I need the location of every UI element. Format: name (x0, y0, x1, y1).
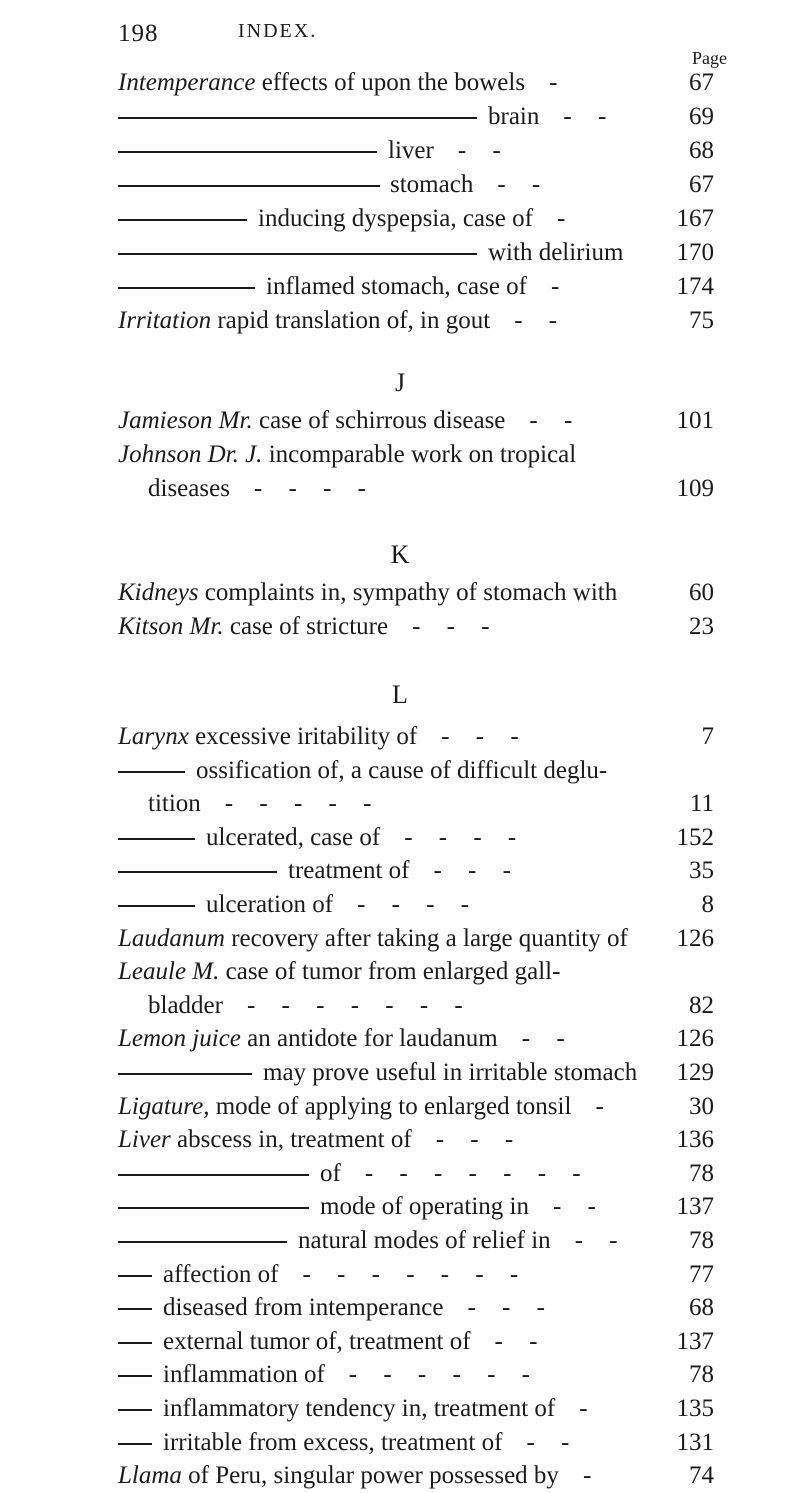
section-letter-l: L (392, 680, 408, 709)
entry-text: an antidote for laudanum (240, 1025, 498, 1053)
index-entry (118, 1190, 714, 1224)
dot-leaders: - - (497, 171, 551, 198)
page-ref: 78 (689, 1361, 714, 1389)
entry-text: case of tumor from enlarged gall- (219, 958, 561, 986)
ditto-rule (118, 771, 185, 773)
page-title: INDEX. (238, 20, 318, 42)
dot-leaders: - - (526, 1428, 580, 1456)
ditto-rule (118, 1174, 309, 1176)
dot-leaders: - (556, 205, 576, 232)
ditto-rule (118, 1409, 152, 1411)
dot-leaders: - - - - - - (348, 1361, 540, 1389)
index-term: Laudanum (118, 924, 225, 952)
index-entry (118, 1157, 714, 1191)
dot-leaders: - - - (467, 1294, 555, 1322)
page-ref: 136 (676, 1126, 714, 1154)
page-ref: 11 (689, 790, 714, 818)
index-entry (118, 236, 714, 270)
page-ref: 74 (689, 1462, 714, 1490)
dot-leaders: - - (552, 1193, 606, 1221)
section-letter-k: K (390, 540, 410, 569)
dot-leaders: - - - - - (224, 790, 382, 818)
entry-text: treatment of (288, 857, 410, 885)
page-ref: 68 (689, 137, 714, 164)
page-ref: 109 (676, 475, 714, 502)
dot-leaders: - - - (441, 723, 529, 750)
page-ref: 101 (676, 407, 714, 434)
dot-leaders: - - - - - - - (302, 1260, 529, 1288)
entry-text: case of schirrous disease (252, 407, 506, 434)
entry-text: ulceration of (206, 891, 334, 918)
page-ref: 7 (701, 723, 714, 750)
page-ref: 137 (676, 1327, 714, 1355)
page-ref: 69 (689, 103, 714, 130)
dot-leaders: - - (563, 103, 617, 130)
index-entry (118, 1090, 714, 1124)
dot-leaders: - - - (412, 613, 500, 640)
page-ref: 8 (701, 891, 714, 918)
dot-leaders: - - (529, 407, 583, 434)
dot-leaders: - (595, 1092, 614, 1120)
index-entry (118, 1426, 714, 1460)
index-entry (118, 100, 714, 134)
ditto-rule (118, 905, 195, 907)
entry-text: rapid translation of, in gout (211, 307, 491, 334)
ditto-rule (118, 838, 195, 840)
dot-leaders: - - - (435, 1126, 524, 1154)
ditto-rule (118, 253, 477, 255)
entry-text: inducing dyspepsia, case of (258, 205, 533, 232)
page-ref: 23 (689, 613, 714, 640)
dot-leaders: - - - - - - - (246, 991, 473, 1019)
index-entry (118, 989, 714, 1023)
entry-text: incomparable work on tropical (262, 441, 577, 468)
entry-text: tition (148, 790, 201, 818)
page-ref: 68 (689, 1294, 714, 1322)
entry-text: liver (388, 137, 434, 164)
page-ref: 167 (676, 205, 714, 232)
ditto-rule (118, 1342, 152, 1344)
entry-text: mode of operating in (320, 1193, 529, 1221)
index-term: Larynx (118, 723, 189, 750)
entry-text: abscess in, treatment of (170, 1126, 412, 1154)
index-term: Liver (118, 1126, 171, 1154)
dot-leaders: - - - - (357, 891, 480, 918)
entry-text: of Peru, singular power possessed by (181, 1462, 559, 1490)
dot-leaders: - - (574, 1227, 628, 1254)
index-entry (118, 1325, 714, 1359)
page-column-heading: Page (692, 48, 727, 68)
ditto-rule (118, 151, 377, 153)
page-ref: 78 (689, 1227, 714, 1254)
index-term: Leaule M. (118, 958, 220, 986)
entry-text: bladder (148, 991, 223, 1019)
entry-text: ulcerated, case of (206, 823, 381, 851)
index-entry (118, 1459, 714, 1493)
entry-text: effects of upon the bowels (255, 69, 526, 96)
ditto-rule (118, 1073, 252, 1075)
index-entry (118, 576, 714, 610)
entry-text: stomach (390, 171, 474, 198)
page-ref: 170 (676, 239, 714, 266)
index-entry (118, 472, 714, 506)
entry-text: mode of applying to enlarged tonsil (209, 1092, 572, 1120)
index-entry (118, 821, 714, 855)
index-entry (118, 202, 714, 236)
index-entry (118, 1056, 714, 1090)
index-entry (118, 134, 714, 168)
entry-text: inflamed stomach, case of (266, 273, 528, 300)
dot-leaders: - - - - (404, 823, 527, 851)
index-entry (118, 1291, 714, 1325)
page-ref: 30 (689, 1092, 714, 1120)
page-ref: 35 (689, 857, 714, 885)
entry-text: brain (488, 103, 540, 130)
dot-leaders: - - (494, 1327, 548, 1355)
index-entry (118, 787, 714, 821)
page-ref: 77 (689, 1260, 714, 1288)
index-entry (118, 888, 714, 922)
entry-text: case of stricture (223, 613, 389, 640)
entry-text: irritable from excess, treatment of (163, 1428, 503, 1456)
index-entry (118, 1123, 714, 1157)
page-ref: 60 (689, 579, 714, 606)
index-entry (118, 754, 714, 788)
index-entry (118, 610, 714, 644)
dot-leaders: - (582, 1462, 602, 1490)
ditto-rule (118, 1375, 152, 1377)
index-term: Intemperance (118, 69, 256, 96)
entry-text: complaints in, sympathy of stomach with (198, 579, 618, 606)
index-term: Ligature, (118, 1092, 210, 1120)
ditto-rule (118, 185, 380, 187)
ditto-rule (118, 871, 277, 873)
page-ref: 78 (689, 1159, 714, 1187)
index-term: Irritation (118, 307, 212, 334)
index-entry (118, 404, 714, 438)
index-entry (118, 854, 714, 888)
ditto-rule (118, 1275, 152, 1277)
page-ref: 67 (689, 171, 714, 198)
index-entry (118, 1392, 714, 1426)
dot-leaders: - (549, 69, 568, 96)
page-ref: 129 (676, 1059, 714, 1086)
dot-leaders: - - (521, 1025, 575, 1053)
entry-text: with delirium (488, 239, 624, 266)
page-ref: 131 (676, 1428, 714, 1456)
ditto-rule (118, 117, 477, 119)
ditto-rule (118, 1443, 152, 1445)
entry-text: recovery after taking a large quantity of (224, 924, 628, 952)
ditto-rule (118, 219, 247, 221)
index-entry (118, 955, 714, 989)
index-term: Lemon juice (118, 1025, 241, 1053)
entry-text: diseased from intemperance (163, 1294, 444, 1322)
entry-text: of (320, 1159, 341, 1187)
index-entry (118, 438, 714, 472)
dot-leaders: - - - - - - - (364, 1159, 591, 1187)
index-entry (118, 66, 714, 100)
page-ref: 137 (676, 1193, 714, 1221)
dot-leaders: - - (514, 307, 568, 334)
page-ref: 152 (676, 823, 714, 851)
index-entry (118, 1022, 714, 1056)
entry-text: may prove useful in irritable stomach (263, 1059, 638, 1086)
index-term: Llama (118, 1462, 182, 1490)
index-entry (118, 270, 714, 304)
index-entry (118, 720, 714, 754)
entry-text: ossification of, a cause of difficult deglu- (196, 756, 608, 784)
dot-leaders: - (551, 273, 570, 300)
entry-text: diseases (148, 475, 230, 502)
entry-text: excessive iritability of (188, 723, 418, 750)
index-term: Johnson Dr. J. (118, 441, 263, 468)
ditto-rule (118, 1241, 287, 1243)
page-number: 198 (118, 20, 159, 47)
index-term: Jamieson Mr. (118, 407, 253, 434)
page-ref: 135 (676, 1395, 714, 1422)
dot-leaders: - - - - (253, 475, 376, 502)
index-entry (118, 1224, 714, 1258)
page-ref: 67 (689, 69, 714, 96)
page-ref: 126 (676, 1025, 714, 1053)
index-term: Kidneys (118, 579, 199, 606)
ditto-rule (118, 1308, 152, 1310)
page-ref: 82 (689, 991, 714, 1019)
index-term: Kitson Mr. (118, 613, 224, 640)
page-ref: 174 (676, 273, 714, 300)
page-ref: 75 (689, 307, 714, 334)
index-entry (118, 304, 714, 338)
ditto-rule (118, 1207, 309, 1209)
index-entry (118, 1258, 714, 1292)
entry-text: inflammation of (163, 1361, 325, 1389)
index-entry (118, 1358, 714, 1392)
dot-leaders: - (579, 1395, 598, 1422)
ditto-rule (118, 287, 255, 289)
entry-text: natural modes of relief in (298, 1227, 551, 1254)
index-entry (118, 922, 714, 956)
section-letter-j: J (394, 368, 406, 397)
dot-leaders: - - - (433, 857, 521, 885)
index-entry (118, 168, 714, 202)
entry-text: affection of (163, 1260, 279, 1288)
dot-leaders: - - (457, 137, 511, 164)
page-ref: 126 (676, 924, 714, 952)
entry-text: inflammatory tendency in, treatment of (163, 1395, 556, 1422)
entry-text: external tumor of, treatment of (163, 1327, 471, 1355)
